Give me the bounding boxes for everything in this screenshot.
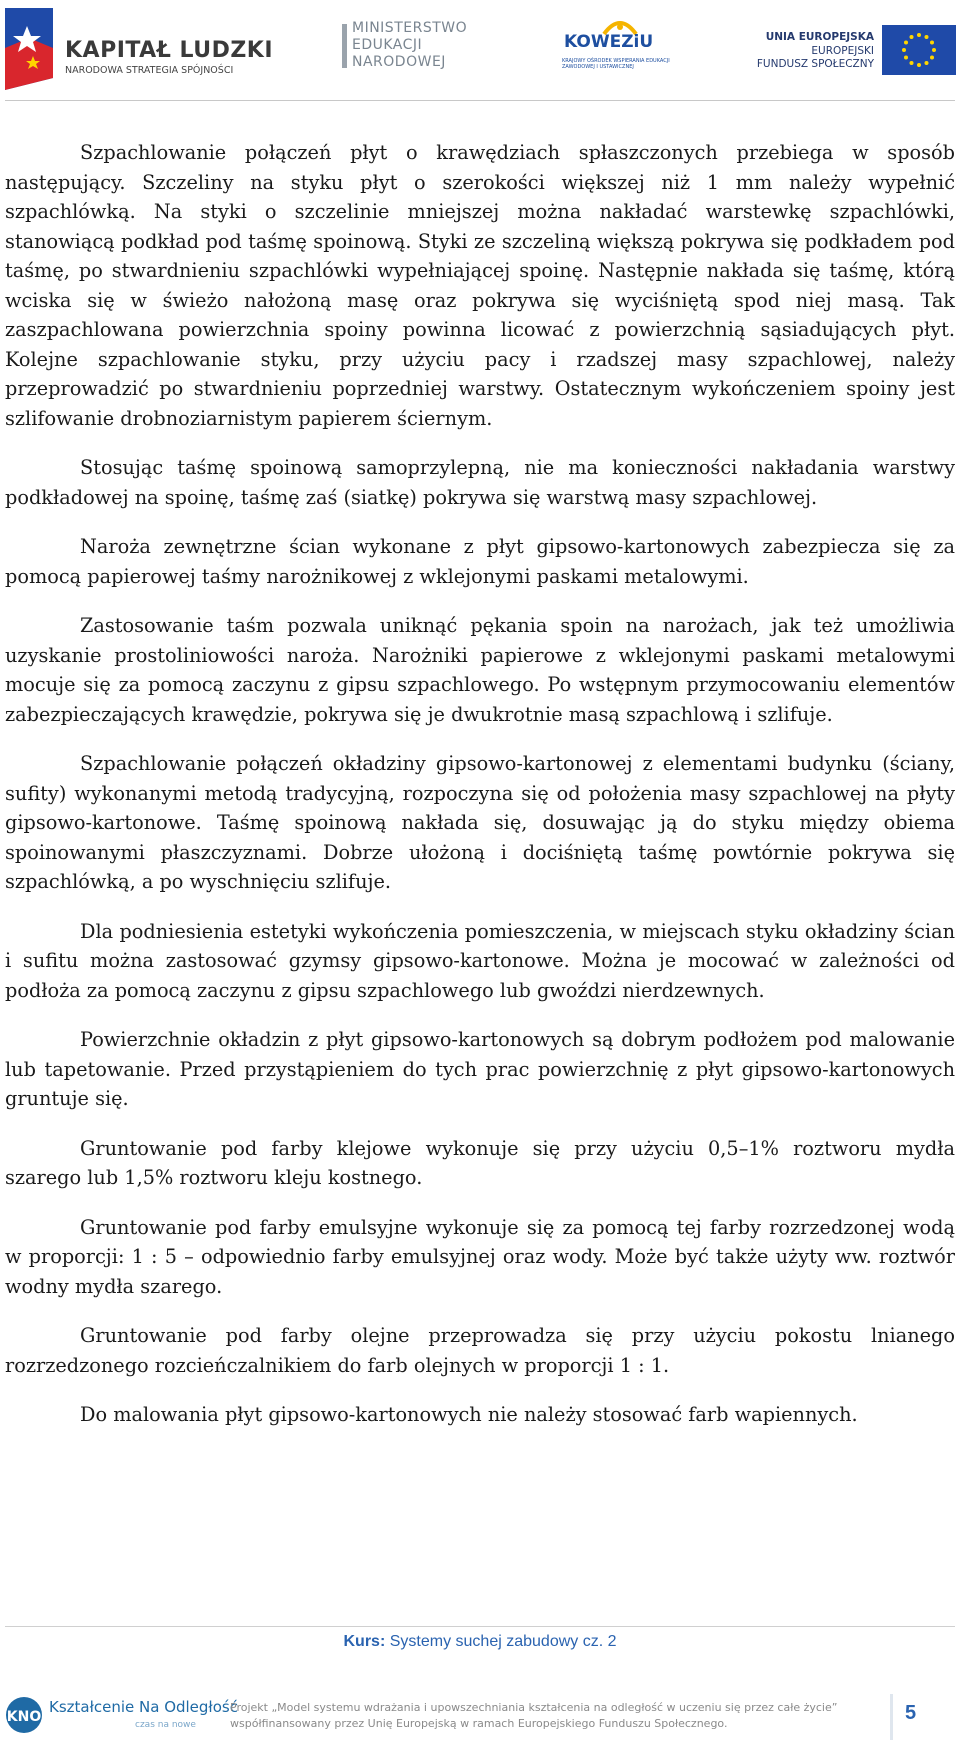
ministry-line-1: MINISTERSTWO bbox=[352, 20, 468, 36]
paragraph-4: Zastosowanie taśm pozwala uniknąć pękania spoin na narożach, jak też umożliwia uzyskanie prostoliniowości naroża. Narożniki papierowe z wklejonymi paskami metalowymi mocuje się za pomocą zaczynu z gipsu szpachlowego. Po wstępnym przymocowaniu elementów zabezpieczających krawędzie, pokrywa się je dwukrotnie masą szpachlową i szlifuje. bbox=[5, 614, 955, 726]
paragraph-7: Powierzchnie okładzin z płyt gipsowo-kartonowych są dobrym podłożem pod malowanie lub tapetowanie. Przed przystąpieniem do tych prac powierzchnię z płyt gipsowo-kartonowych gruntuje się. bbox=[5, 1028, 955, 1110]
eu-line-1: UNIA EUROPEJSKA bbox=[765, 31, 874, 43]
eu-flag-icon bbox=[882, 25, 956, 75]
project-line-1: Projekt „Model systemu wdrażania i upowszechniania kształcenia na odległość w uczeniu się przez całe życie” bbox=[230, 1701, 838, 1714]
paragraph-11: Do malowania płyt gipsowo-kartonowych nie należy stosować farb wapiennych. bbox=[80, 1403, 858, 1426]
kno-globe-icon bbox=[5, 1696, 43, 1734]
header-divider bbox=[5, 100, 955, 101]
footer-divider bbox=[5, 1626, 955, 1627]
page-number: 5 bbox=[905, 1702, 917, 1724]
paragraph-8: Gruntowanie pod farby klejowe wykonuje się przy użyciu 0,5–1% roztworu mydła szarego lub 1,5% roztworu kleju kostnego. bbox=[5, 1136, 955, 1189]
paragraph-10: Gruntowanie pod farby olejne przeprowadza się przy użyciu pokostu lnianego rozrzedzonego rozcieńczalnikiem do farb olejnych w proporcji 1 : 1. bbox=[5, 1324, 955, 1377]
kapital-ludzki-logo bbox=[5, 8, 274, 90]
course-info bbox=[0, 1633, 960, 1651]
ministry-line-3: NARODOWEJ bbox=[352, 54, 446, 70]
page-number-separator bbox=[890, 1694, 893, 1740]
eu-line-2: EUROPEJSKI bbox=[811, 45, 874, 57]
eu-logo bbox=[756, 25, 956, 77]
ministry-line-2: EDUKACJI bbox=[352, 37, 423, 53]
kowezu-subtitle: KRAJOWY OŚRODEK WSPIERANIA EDUKACJI ZAWODOWEJ I USTAWICZNEJ bbox=[562, 58, 670, 70]
paragraph-3: Naroża zewnętrzne ścian wykonane z płyt gipsowo-kartonowych zabezpiecza się za pomocą papierowej taśmy narożnikowej z wklejonymi paskami metalowymi. bbox=[5, 535, 955, 588]
paragraph-1: Szpachlowanie połączeń płyt o krawędziach spłaszczonych przebiega w sposób następujący. Szczeliny na styku płyt o szerokości większej niż 1 mm należy wypełnić szpachlówką. Na styki o szczelinie mniejszej można nakładać warstewkę szpachlówki, stanowiącą podkład pod taśmę spoinową. Styki ze szczeliną większą pokrywa się podkładem pod taśmę, po stwardnieniu szpachlówki wypełniającej spoinę. Następnie nakłada się taśmę, którą wciska się w świeżo nałożoną masę oraz pokrywa się wyciśniętą spod niej masą. Tak zaszpachlowana powierzchnia spoiny powinna licować z powierzchnią sąsiadujących płyt. Kolejne szpachlowanie styku, przy użyciu pacy i rzadszej masy szpachlowej, należy przeprowadzić po stwardnieniu poprzedniej warstwy. Ostatecznym wykończeniem spoiny jest szlifowanie drobnoziarnistym papierem ściernym. bbox=[5, 141, 955, 430]
project-line-2: współfinansowany przez Unię Europejską w ramach Europejskiego Funduszu Społecznego. bbox=[230, 1717, 728, 1730]
course-title: Systemy suchej zabudowy cz. 2 bbox=[389, 1633, 617, 1650]
kno-title: Kształcenie Na Odległość bbox=[49, 1698, 238, 1716]
page-footer bbox=[0, 1688, 960, 1746]
kno-logo bbox=[5, 1694, 238, 1740]
kowezu-logo bbox=[560, 18, 680, 78]
kapital-ludzki-title: KAPITAŁ LUDZKI bbox=[65, 38, 274, 63]
paragraph-2: Stosując taśmę spoinową samoprzylepną, nie ma konieczności nakładania warstwy podkładowej na spoinę, taśmę zaś (siatkę) pokrywa się warstwą masy szpachlowej. bbox=[5, 456, 955, 509]
paragraph-9: Gruntowanie pod farby emulsyjne wykonuje się za pomocą tej farby rozrzedzonej wodą w proporcji: 1 : 5 – odpowiednio farby emulsyjnej oraz wody. Może być także użyty ww. roztwór wodny mydła szarego. bbox=[5, 1215, 955, 1298]
kapital-ludzki-subtitle: NARODOWA STRATEGIA SPÓJNOŚCI bbox=[65, 65, 234, 76]
svg-text:KNO: KNO bbox=[6, 1709, 42, 1725]
ministry-logo bbox=[342, 18, 482, 78]
kowezu-title: KOWEZiU bbox=[564, 32, 654, 52]
course-label: Kurs: bbox=[343, 1633, 386, 1650]
document-body bbox=[5, 138, 955, 1450]
ministry-bar bbox=[342, 24, 347, 68]
project-info bbox=[230, 1700, 837, 1732]
paragraph-5: Szpachlowanie połączeń okładziny gipsowo-kartonowej z elementami budynku (ściany, sufity) wykonanymi metodą tradycyjną, rozpoczyna się od położenia masy szpachlowej na płyty gipsowo-kartonowe. Taśmę spoinową nakłada się, dosuwając ją do styku między obiema spoinowanymi płaszczyznami. Dobrze ułożoną i dociśniętą taśmę powtórnie pokrywa się szpachlówką, a po wyschnięciu szlifuje. bbox=[5, 752, 955, 893]
kno-subtitle: czas na nowe bbox=[135, 1720, 196, 1730]
eu-line-3: FUNDUSZ SPOŁECZNY bbox=[756, 58, 874, 70]
page-header bbox=[0, 0, 960, 100]
paragraph-6: Dla podniesienia estetyki wykończenia pomieszczenia, w miejscach styku okładziny ścian i sufitu można zastosować gzymsy gipsowo-kartonowe. Można je mocować w zależności od podłoża za pomocą zaczynu z gipsu szpachlowego lub gwoździ nierdzewnych. bbox=[5, 919, 955, 1002]
kapital-ludzki-flag-icon bbox=[5, 8, 55, 90]
